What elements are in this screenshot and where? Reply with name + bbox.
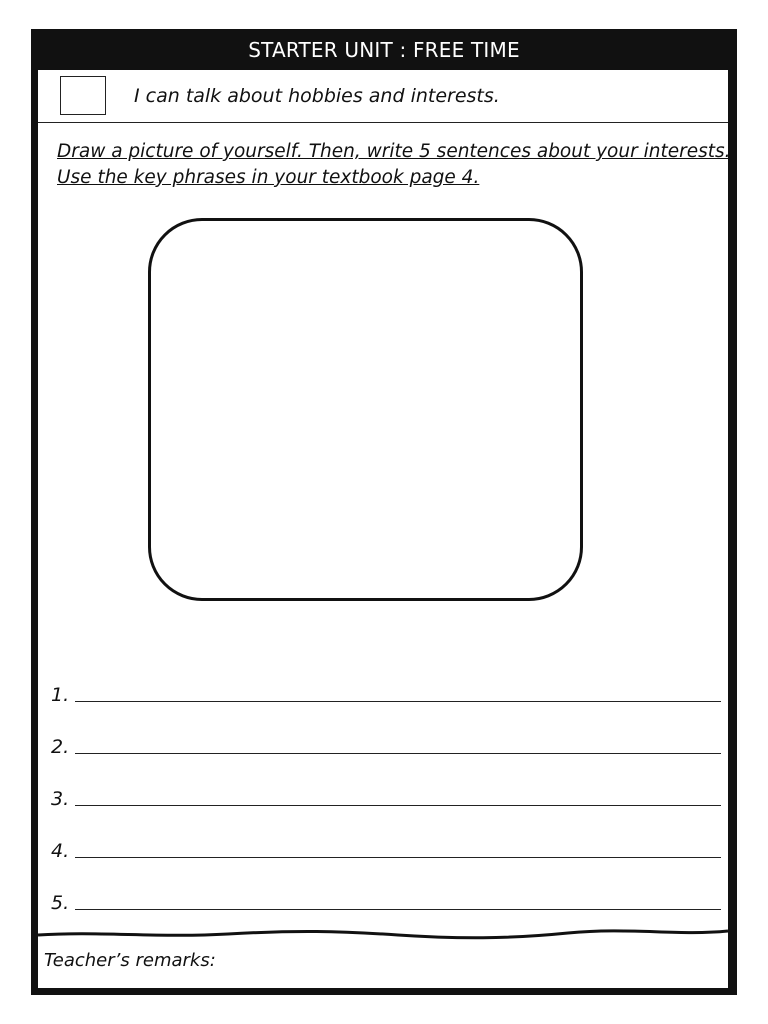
objective-text: I can talk about hobbies and interests. [134,85,500,107]
self-portrait-drawing-box[interactable] [148,218,583,601]
instruction-line-1: Draw a picture of yourself. Then, write 5 sentences about your interests. [57,141,731,162]
sentence-line-2 [51,706,721,758]
worksheet-frame [31,29,737,995]
remarks-divider [38,927,728,943]
writing-line[interactable] [75,733,721,754]
line-number: 3. [51,788,70,810]
instruction-line-2: Use the key phrases in your textbook page 4. [57,167,480,188]
writing-line[interactable] [75,837,721,858]
sentence-line-1 [51,654,721,706]
line-number: 5. [51,892,70,914]
sentence-line-4 [51,810,721,862]
line-number: 2. [51,736,70,758]
sentence-line-3 [51,758,721,810]
line-number: 1. [51,684,70,706]
page-title: STARTER UNIT : FREE TIME [248,37,520,62]
worksheet-body [38,70,731,988]
writing-line[interactable] [75,785,721,806]
sentence-lines [51,654,721,914]
writing-line[interactable] [75,889,721,910]
instructions [57,139,731,191]
line-number: 4. [51,840,70,862]
teacher-remarks-label: Teacher’s remarks: [44,950,216,971]
objective-checkbox[interactable] [60,76,106,115]
sentence-line-5 [51,862,721,914]
learning-objective-row [38,70,728,123]
writing-line[interactable] [75,681,721,702]
